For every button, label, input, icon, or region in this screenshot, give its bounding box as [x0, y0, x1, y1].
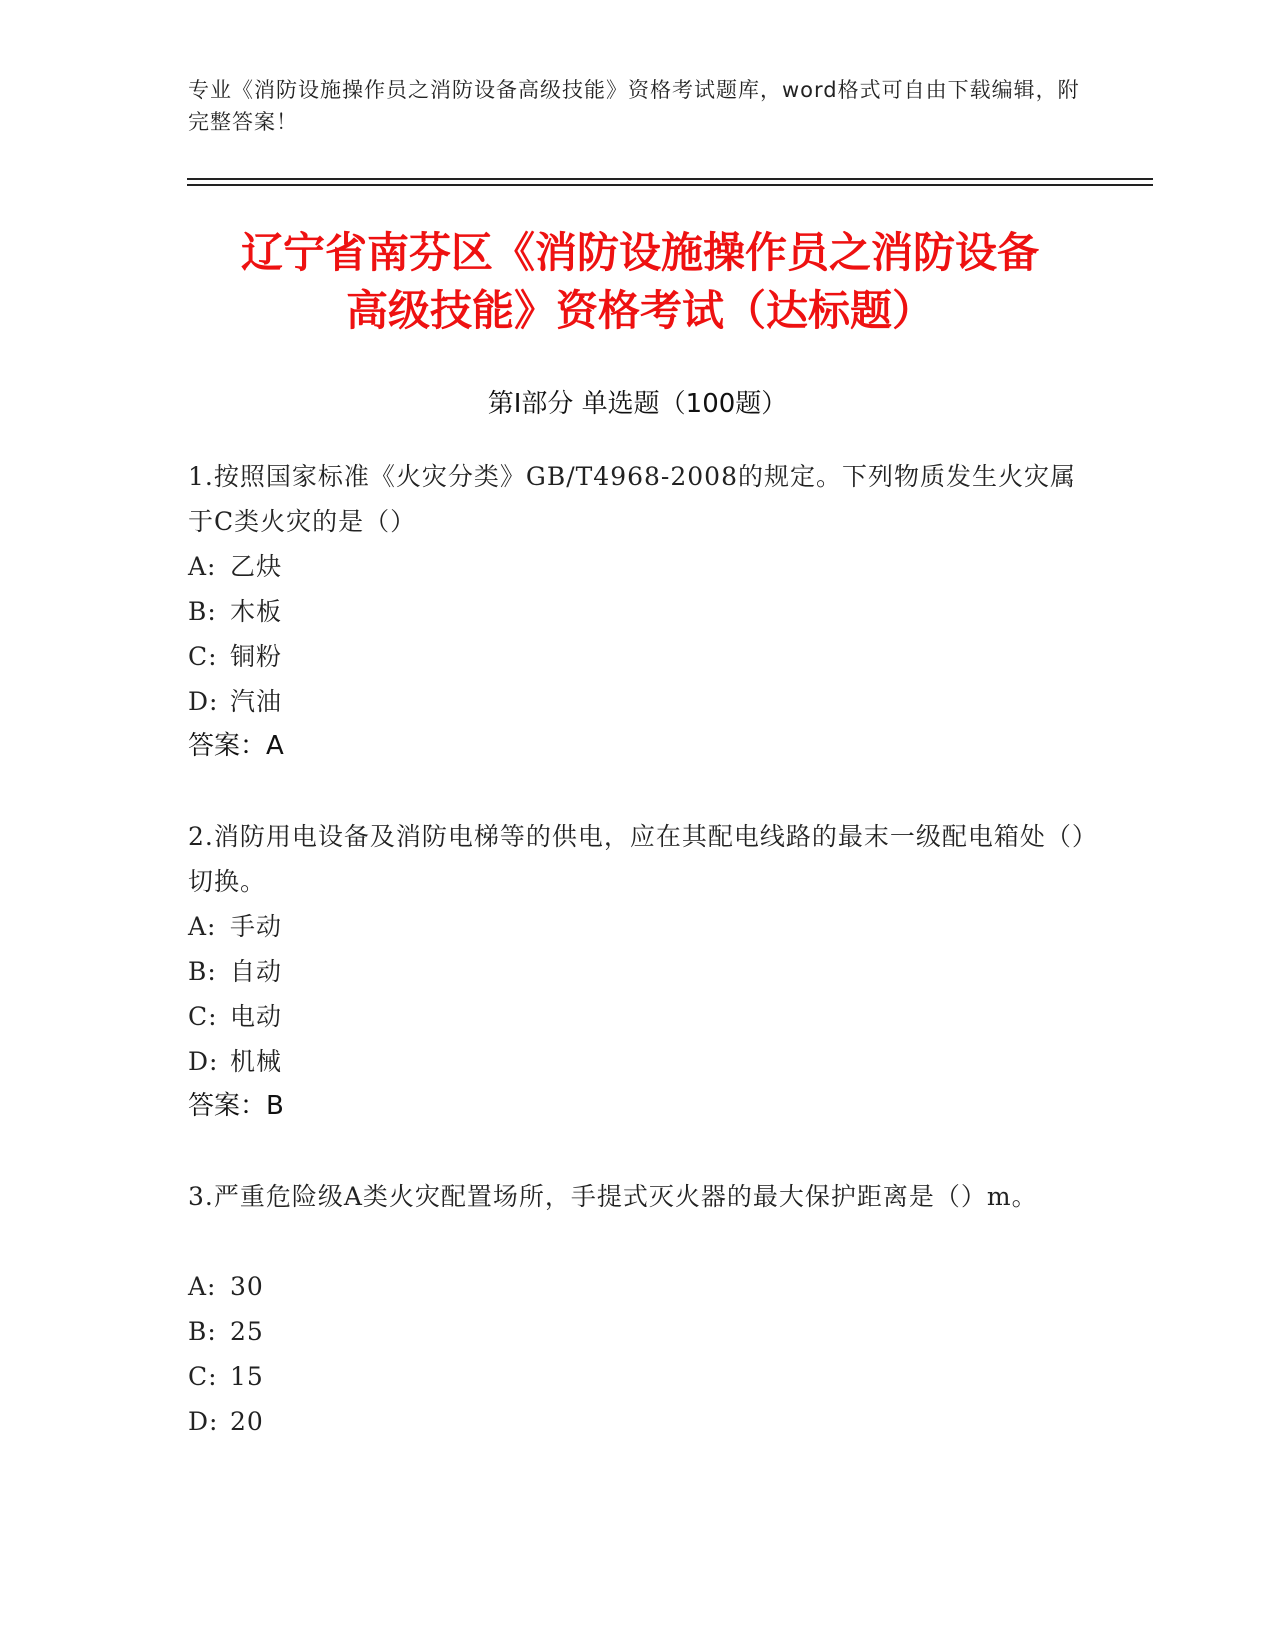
question-2-stem: 2.消防用电设备及消防电梯等的供电，应在其配电线路的最末一级配电箱处（）切换。: [188, 822, 1086, 896]
question-3-option-c: [188, 1354, 264, 1399]
option-letter: C:: [188, 1002, 218, 1031]
question-2-option-d: [188, 1039, 282, 1084]
document-title-line-2: 高级技能》资格考试（达标题）: [345, 286, 934, 335]
option-letter: B:: [188, 957, 217, 986]
option-letter: A:: [188, 912, 217, 941]
option-text: 25: [230, 1317, 264, 1346]
option-text: 15: [230, 1362, 264, 1391]
question-2-option-c: [188, 994, 282, 1039]
question-2-option-a: [188, 904, 282, 949]
question-3-option-a: [188, 1264, 264, 1309]
header-note: 专业《消防设施操作员之消防设备高级技能》资格考试题库，word格式可自由下载编辑，附完整答案！: [188, 78, 1080, 134]
option-letter: A:: [188, 1272, 217, 1301]
header-divider-top: [187, 178, 1153, 180]
option-text: 手动: [230, 912, 283, 941]
option-text: 自动: [230, 957, 283, 986]
question-1-option-b: [188, 589, 282, 634]
option-letter: D:: [188, 1407, 219, 1436]
option-text: 汽油: [230, 687, 283, 716]
option-letter: D:: [188, 687, 219, 716]
option-letter: A:: [188, 552, 217, 581]
option-letter: C:: [188, 1362, 218, 1391]
option-letter: B:: [188, 1317, 217, 1346]
option-letter: C:: [188, 642, 218, 671]
option-letter: B:: [188, 597, 217, 626]
question-1-option-a: [188, 544, 282, 589]
document-title-line-1: 辽宁省南芬区《消防设施操作员之消防设备: [240, 228, 1039, 277]
question-1-option-c: [188, 634, 282, 679]
option-text: 电动: [230, 1002, 283, 1031]
question-1-answer: 答案：A: [188, 731, 284, 761]
document-title: [180, 224, 1100, 340]
question-3-stem: 3.严重危险级A类火灾配置场所，手提式灭火器的最大保护距离是（）m。: [188, 1182, 1038, 1211]
question-1-stem: 1.按照国家标准《火灾分类》GB/T4968-2008的规定。下列物质发生火灾属于C类火灾的是（）: [188, 462, 1076, 536]
header-divider-bottom: [187, 184, 1153, 186]
option-text: 铜粉: [230, 642, 283, 671]
question-2-option-b: [188, 949, 282, 994]
option-text: 30: [230, 1272, 264, 1301]
question-3-option-d: [188, 1399, 264, 1444]
option-text: 乙炔: [230, 552, 283, 581]
option-text: 木板: [230, 597, 283, 626]
option-letter: D:: [188, 1047, 219, 1076]
question-3-option-b: [188, 1309, 264, 1354]
option-text: 机械: [230, 1047, 283, 1076]
section-title: 第Ⅰ部分 单选题（100题）: [487, 389, 788, 419]
option-text: 20: [230, 1407, 264, 1436]
question-2-answer: 答案：B: [188, 1091, 284, 1121]
question-1-option-d: [188, 679, 282, 724]
